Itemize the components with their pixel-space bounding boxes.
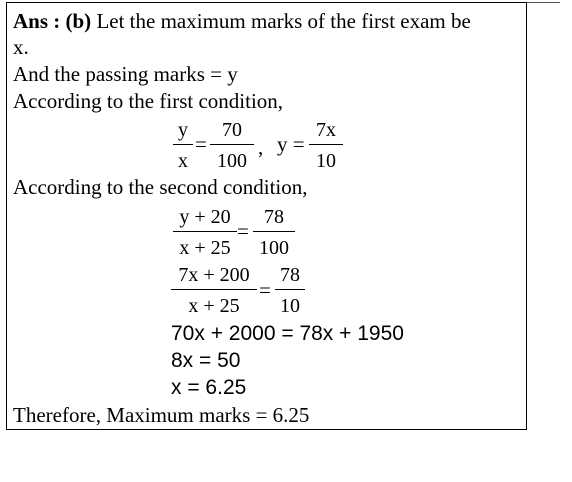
fraction-denominator: 100 bbox=[259, 237, 289, 259]
equation-step-2: 8x = 50 bbox=[171, 349, 241, 372]
fraction-denominator: x + 25 bbox=[188, 295, 240, 317]
first-condition-heading: According to the first condition, bbox=[13, 89, 284, 113]
answer-intro-text: Let the maximum marks of the first exam be bbox=[96, 9, 471, 33]
answer-label: Ans : (b) bbox=[13, 9, 92, 33]
answer-intro-continuation: x. bbox=[13, 35, 29, 59]
fraction-7x-plus-200-over-x-plus-25 bbox=[171, 263, 257, 318]
fraction-70-over-100 bbox=[210, 118, 254, 173]
fraction-denominator: 10 bbox=[280, 295, 300, 317]
fraction-numerator: 7x + 200 bbox=[178, 264, 250, 286]
fraction-bar bbox=[173, 231, 237, 232]
fraction-denominator: x bbox=[178, 150, 188, 172]
equals-sign: = bbox=[195, 132, 207, 156]
fraction-numerator: 78 bbox=[264, 206, 284, 228]
fraction-y-over-x bbox=[173, 118, 193, 173]
fraction-7x-over-10 bbox=[309, 118, 343, 173]
fraction-numerator: y bbox=[178, 119, 188, 141]
passing-marks-line: And the passing marks = y bbox=[13, 62, 238, 86]
second-condition-heading: According to the second condition, bbox=[13, 175, 308, 199]
y-equals: y = bbox=[277, 132, 305, 156]
fraction-numerator: 7x bbox=[316, 119, 336, 141]
fraction-bar bbox=[253, 231, 295, 232]
fraction-numerator: 78 bbox=[280, 264, 300, 286]
fraction-y-plus-20-over-x-plus-25 bbox=[173, 205, 237, 260]
fraction-numerator: y + 20 bbox=[179, 206, 231, 228]
equals-sign: = bbox=[259, 278, 271, 302]
fraction-78-over-100 bbox=[253, 205, 295, 260]
equation-step-3: x = 6.25 bbox=[171, 376, 247, 399]
fraction-bar bbox=[275, 289, 305, 290]
answer-box bbox=[6, 2, 527, 430]
conclusion-line: Therefore, Maximum marks = 6.25 bbox=[13, 403, 310, 427]
comma: , bbox=[258, 135, 264, 159]
fraction-numerator: 70 bbox=[222, 119, 242, 141]
fraction-bar bbox=[171, 289, 257, 290]
equals-sign: = bbox=[237, 219, 249, 243]
fraction-bar bbox=[309, 144, 343, 145]
fraction-denominator: x + 25 bbox=[179, 237, 231, 259]
equation-step-1: 70x + 2000 = 78x + 1950 bbox=[171, 322, 404, 345]
fraction-bar bbox=[173, 144, 193, 145]
fraction-bar bbox=[210, 144, 254, 145]
fraction-78-over-10 bbox=[275, 263, 305, 318]
fraction-denominator: 10 bbox=[316, 150, 336, 172]
fraction-denominator: 100 bbox=[217, 150, 247, 172]
answer-intro-line bbox=[13, 9, 471, 33]
